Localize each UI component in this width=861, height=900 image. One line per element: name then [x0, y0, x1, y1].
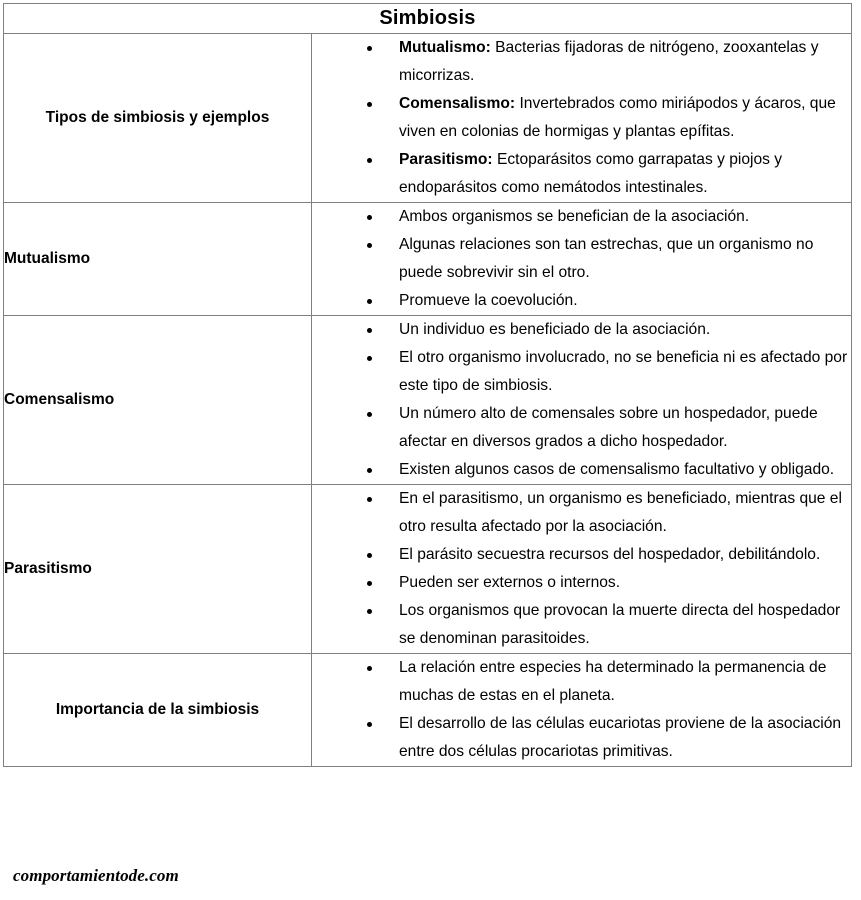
table-row	[4, 203, 852, 316]
bullet-item	[312, 90, 851, 146]
table-row	[4, 316, 852, 485]
bullet-text: El desarrollo de las células eucariotas proviene de la asociación entre dos células procariotas primitivas.	[399, 715, 842, 760]
bullet-list	[312, 485, 851, 653]
row-content	[312, 34, 852, 203]
bullet-text: Algunas relaciones son tan estrechas, que un organismo no puede sobrevivir sin el otro.	[399, 236, 814, 281]
bullet-item	[312, 569, 851, 597]
site-credit: comportamientode.com	[13, 866, 179, 885]
bullet-text: La relación entre especies ha determinado la permanencia de muchas de estas en el planeta.	[399, 659, 827, 704]
row-content	[312, 316, 852, 485]
table-title: Simbiosis	[4, 4, 852, 34]
bullet-item	[312, 344, 851, 400]
bullet-list	[312, 654, 851, 766]
bullet-lead: Parasitismo:	[399, 151, 493, 168]
bullet-item	[312, 287, 851, 315]
bullet-item	[312, 400, 851, 456]
bullet-item	[312, 34, 851, 90]
table-header-row	[4, 4, 852, 34]
bullet-item	[312, 597, 851, 653]
bullet-text: Un individuo es beneficiado de la asociación.	[399, 321, 711, 338]
bullet-text: En el parasitismo, un organismo es beneficiado, mientras que el otro resulta afectado por la asociación.	[399, 490, 842, 535]
bullet-text: El otro organismo involucrado, no se beneficia ni es afectado por este tipo de simbiosis.	[399, 349, 848, 394]
table-row	[4, 654, 852, 767]
bullet-item	[312, 146, 851, 202]
bullet-text: Ectoparásitos como garrapatas y piojos y endoparásitos como nemátodos intestinales.	[399, 151, 783, 196]
bullet-item	[312, 316, 851, 344]
bullet-list	[312, 203, 851, 315]
bullet-text: Un número alto de comensales sobre un hospedador, puede afectar en diversos grados a dicho hospedador.	[399, 405, 818, 450]
row-content	[312, 485, 852, 654]
bullet-text: Los organismos que provocan la muerte directa del hospedador se denominan parasitoides.	[399, 602, 841, 647]
row-label: Mutualismo	[4, 203, 312, 316]
row-content	[312, 203, 852, 316]
bullet-text: Bacterias fijadoras de nitrógeno, zooxantelas y micorrizas.	[399, 39, 819, 84]
simbiosis-table	[3, 3, 852, 767]
bullet-item	[312, 456, 851, 484]
bullet-lead: Mutualismo:	[399, 39, 491, 56]
table-row	[4, 34, 852, 203]
bullet-text: El parásito secuestra recursos del hospedador, debilitándolo.	[399, 546, 821, 563]
bullet-lead: Comensalismo:	[399, 95, 516, 112]
bullet-item	[312, 203, 851, 231]
table-body	[4, 4, 852, 767]
bullet-text: Promueve la coevolución.	[399, 292, 578, 309]
row-label: Importancia de la simbiosis	[4, 654, 312, 767]
bullet-list	[312, 34, 851, 202]
bullet-item	[312, 485, 851, 541]
row-content	[312, 654, 852, 767]
row-label: Parasitismo	[4, 485, 312, 654]
table-row	[4, 485, 852, 654]
row-label: Tipos de simbiosis y ejemplos	[4, 34, 312, 203]
row-label: Comensalismo	[4, 316, 312, 485]
bullet-text: Invertebrados como miriápodos y ácaros, que viven en colonias de hormigas y plantas epífitas.	[399, 95, 836, 140]
bullet-text: Ambos organismos se benefician de la asociación.	[399, 208, 750, 225]
bullet-item	[312, 231, 851, 287]
bullet-text: Existen algunos casos de comensalismo facultativo y obligado.	[399, 461, 835, 478]
bullet-list	[312, 316, 851, 484]
bullet-item	[312, 654, 851, 710]
bullet-item	[312, 710, 851, 766]
bullet-text: Pueden ser externos o internos.	[399, 574, 621, 591]
bullet-item	[312, 541, 851, 569]
